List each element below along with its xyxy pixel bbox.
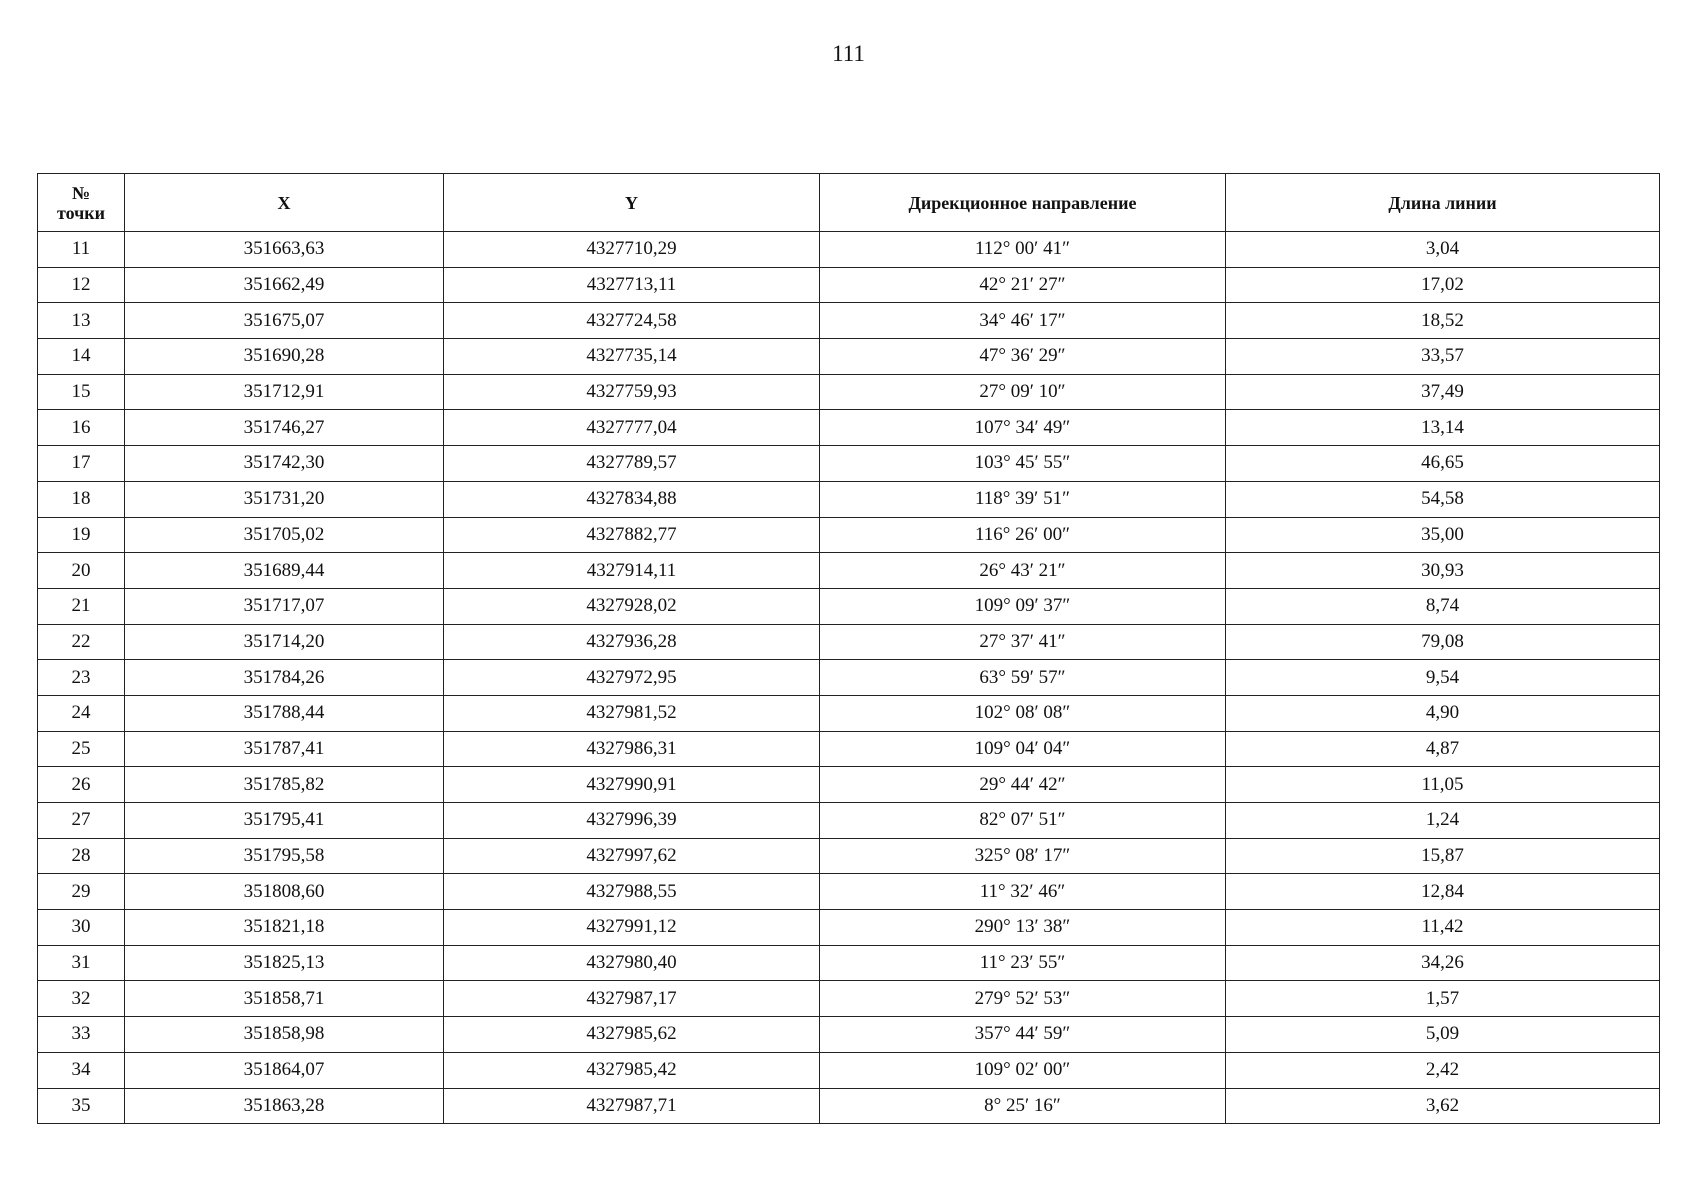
cell-length: 33,57 (1226, 339, 1660, 375)
cell-length: 54,58 (1226, 481, 1660, 517)
cell-direction: 279° 52′ 53″ (820, 981, 1226, 1017)
table-row (38, 910, 1660, 946)
header-point-number-line1: № (71, 182, 91, 203)
cell-length: 46,65 (1226, 446, 1660, 482)
cell-length: 11,42 (1226, 910, 1660, 946)
cell-direction: 102° 08′ 08″ (820, 695, 1226, 731)
cell-direction: 8° 25′ 16″ (820, 1088, 1226, 1124)
cell-point-number: 13 (38, 303, 125, 339)
cell-y: 4327724,58 (444, 303, 820, 339)
cell-length: 13,14 (1226, 410, 1660, 446)
cell-point-number: 15 (38, 374, 125, 410)
page-number: 111 (832, 41, 865, 66)
header-point-number-line2: точки (56, 202, 106, 223)
cell-y: 4327834,88 (444, 481, 820, 517)
cell-length: 9,54 (1226, 660, 1660, 696)
cell-x: 351808,60 (125, 874, 444, 910)
cell-y: 4327972,95 (444, 660, 820, 696)
cell-y: 4327986,31 (444, 731, 820, 767)
table-row (38, 1088, 1660, 1124)
cell-x: 351858,71 (125, 981, 444, 1017)
cell-x: 351663,63 (125, 232, 444, 268)
cell-x: 351785,82 (125, 767, 444, 803)
table-row (38, 446, 1660, 482)
cell-x: 351690,28 (125, 339, 444, 375)
cell-length: 2,42 (1226, 1052, 1660, 1088)
cell-x: 351864,07 (125, 1052, 444, 1088)
cell-direction: 290° 13′ 38″ (820, 910, 1226, 946)
table-row (38, 660, 1660, 696)
cell-length: 12,84 (1226, 874, 1660, 910)
cell-x: 351712,91 (125, 374, 444, 410)
cell-x: 351795,58 (125, 838, 444, 874)
cell-length: 1,24 (1226, 803, 1660, 839)
cell-x: 351863,28 (125, 1088, 444, 1124)
table-row (38, 303, 1660, 339)
cell-x: 351788,44 (125, 695, 444, 731)
cell-y: 4327988,55 (444, 874, 820, 910)
cell-y: 4327985,62 (444, 1017, 820, 1053)
cell-y: 4327990,91 (444, 767, 820, 803)
cell-point-number: 23 (38, 660, 125, 696)
table-row (38, 553, 1660, 589)
cell-point-number: 32 (38, 981, 125, 1017)
cell-x: 351825,13 (125, 945, 444, 981)
cell-direction: 109° 02′ 00″ (820, 1052, 1226, 1088)
cell-x: 351662,49 (125, 267, 444, 303)
cell-y: 4327914,11 (444, 553, 820, 589)
cell-y: 4327759,93 (444, 374, 820, 410)
cell-point-number: 34 (38, 1052, 125, 1088)
cell-direction: 47° 36′ 29″ (820, 339, 1226, 375)
cell-x: 351858,98 (125, 1017, 444, 1053)
header-length: Длина линии (1226, 174, 1660, 232)
cell-y: 4327981,52 (444, 695, 820, 731)
cell-x: 351675,07 (125, 303, 444, 339)
cell-point-number: 14 (38, 339, 125, 375)
cell-direction: 27° 09′ 10″ (820, 374, 1226, 410)
cell-x: 351742,30 (125, 446, 444, 482)
table-row (38, 588, 1660, 624)
cell-x: 351795,41 (125, 803, 444, 839)
cell-direction: 112° 00′ 41″ (820, 232, 1226, 268)
cell-point-number: 27 (38, 803, 125, 839)
table-row (38, 695, 1660, 731)
cell-length: 4,90 (1226, 695, 1660, 731)
table-row (38, 267, 1660, 303)
cell-point-number: 16 (38, 410, 125, 446)
cell-length: 15,87 (1226, 838, 1660, 874)
table-row (38, 1017, 1660, 1053)
cell-direction: 107° 34′ 49″ (820, 410, 1226, 446)
cell-length: 5,09 (1226, 1017, 1660, 1053)
cell-y: 4327735,14 (444, 339, 820, 375)
header-row (38, 174, 1660, 232)
cell-x: 351731,20 (125, 481, 444, 517)
cell-length: 1,57 (1226, 981, 1660, 1017)
cell-point-number: 35 (38, 1088, 125, 1124)
cell-direction: 118° 39′ 51″ (820, 481, 1226, 517)
cell-point-number: 30 (38, 910, 125, 946)
cell-length: 18,52 (1226, 303, 1660, 339)
table-row (38, 517, 1660, 553)
table-row (38, 1052, 1660, 1088)
cell-direction: 42° 21′ 27″ (820, 267, 1226, 303)
cell-y: 4327777,04 (444, 410, 820, 446)
table-row (38, 339, 1660, 375)
cell-x: 351784,26 (125, 660, 444, 696)
table-row (38, 731, 1660, 767)
cell-direction: 103° 45′ 55″ (820, 446, 1226, 482)
cell-direction: 26° 43′ 21″ (820, 553, 1226, 589)
cell-y: 4327980,40 (444, 945, 820, 981)
cell-y: 4327987,71 (444, 1088, 820, 1124)
cell-x: 351714,20 (125, 624, 444, 660)
cell-y: 4327710,29 (444, 232, 820, 268)
table-row (38, 981, 1660, 1017)
cell-x: 351746,27 (125, 410, 444, 446)
cell-length: 17,02 (1226, 267, 1660, 303)
header-y: Y (444, 174, 820, 232)
table-row (38, 945, 1660, 981)
cell-y: 4327987,17 (444, 981, 820, 1017)
cell-length: 11,05 (1226, 767, 1660, 803)
cell-point-number: 28 (38, 838, 125, 874)
table-row (38, 838, 1660, 874)
cell-direction: 357° 44′ 59″ (820, 1017, 1226, 1053)
table-row (38, 874, 1660, 910)
cell-point-number: 20 (38, 553, 125, 589)
cell-point-number: 11 (38, 232, 125, 268)
cell-point-number: 12 (38, 267, 125, 303)
coordinates-table (37, 173, 1660, 1124)
cell-length: 30,93 (1226, 553, 1660, 589)
cell-direction: 27° 37′ 41″ (820, 624, 1226, 660)
cell-x: 351717,07 (125, 588, 444, 624)
cell-direction: 34° 46′ 17″ (820, 303, 1226, 339)
cell-direction: 11° 32′ 46″ (820, 874, 1226, 910)
cell-length: 37,49 (1226, 374, 1660, 410)
cell-length: 79,08 (1226, 624, 1660, 660)
table-row (38, 374, 1660, 410)
cell-point-number: 21 (38, 588, 125, 624)
table-row (38, 803, 1660, 839)
cell-point-number: 17 (38, 446, 125, 482)
cell-direction: 82° 07′ 51″ (820, 803, 1226, 839)
cell-point-number: 25 (38, 731, 125, 767)
cell-length: 35,00 (1226, 517, 1660, 553)
cell-length: 4,87 (1226, 731, 1660, 767)
cell-direction: 11° 23′ 55″ (820, 945, 1226, 981)
cell-x: 351689,44 (125, 553, 444, 589)
cell-y: 4327996,39 (444, 803, 820, 839)
cell-length: 8,74 (1226, 588, 1660, 624)
cell-point-number: 19 (38, 517, 125, 553)
cell-length: 3,04 (1226, 232, 1660, 268)
cell-point-number: 18 (38, 481, 125, 517)
cell-point-number: 29 (38, 874, 125, 910)
cell-point-number: 33 (38, 1017, 125, 1053)
table-row (38, 767, 1660, 803)
cell-y: 4327997,62 (444, 838, 820, 874)
cell-x: 351821,18 (125, 910, 444, 946)
table-row (38, 624, 1660, 660)
cell-y: 4327928,02 (444, 588, 820, 624)
table-body (38, 232, 1660, 1124)
cell-x: 351705,02 (125, 517, 444, 553)
cell-direction: 109° 04′ 04″ (820, 731, 1226, 767)
table-row (38, 410, 1660, 446)
header-direction: Дирекционное направление (820, 174, 1226, 232)
cell-x: 351787,41 (125, 731, 444, 767)
header-x: X (125, 174, 444, 232)
header-point-number (38, 174, 125, 232)
cell-point-number: 26 (38, 767, 125, 803)
cell-point-number: 31 (38, 945, 125, 981)
cell-direction: 63° 59′ 57″ (820, 660, 1226, 696)
cell-direction: 109° 09′ 37″ (820, 588, 1226, 624)
cell-direction: 29° 44′ 42″ (820, 767, 1226, 803)
cell-length: 34,26 (1226, 945, 1660, 981)
cell-y: 4327985,42 (444, 1052, 820, 1088)
cell-direction: 116° 26′ 00″ (820, 517, 1226, 553)
table-header (38, 174, 1660, 232)
cell-y: 4327713,11 (444, 267, 820, 303)
table-row (38, 232, 1660, 268)
cell-y: 4327936,28 (444, 624, 820, 660)
table-row (38, 481, 1660, 517)
cell-point-number: 22 (38, 624, 125, 660)
cell-length: 3,62 (1226, 1088, 1660, 1124)
cell-y: 4327882,77 (444, 517, 820, 553)
cell-direction: 325° 08′ 17″ (820, 838, 1226, 874)
cell-y: 4327789,57 (444, 446, 820, 482)
cell-point-number: 24 (38, 695, 125, 731)
cell-y: 4327991,12 (444, 910, 820, 946)
